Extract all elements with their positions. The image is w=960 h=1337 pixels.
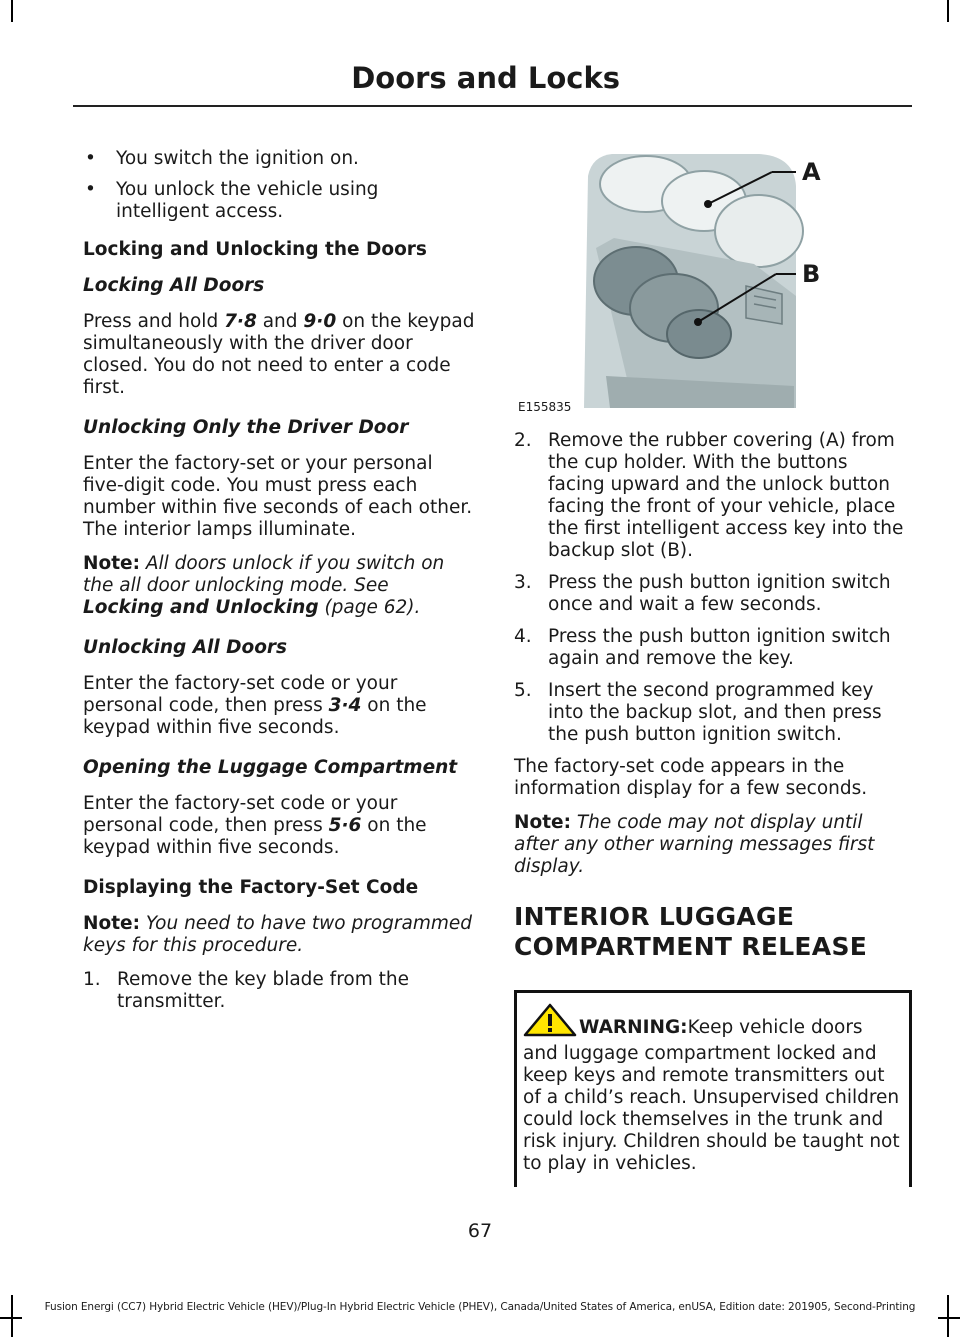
- step-item: 5. Insert the second programmed key into the backup slot, and then press the push button ignition switch.: [514, 680, 882, 745]
- header-divider: [73, 105, 912, 107]
- note-two-keys: Note: You need to have two programmed keys for this procedure.: [83, 913, 473, 956]
- locking-all-text: Press and hold 7·8 and 9·0 on the keypad simultaneously with the driver door closed. You do not need to enter a code first.: [83, 311, 475, 398]
- heading-luggage: Opening the Luggage Compartment: [83, 757, 458, 778]
- bullet-item: • You switch the ignition on.: [85, 148, 359, 169]
- page-title: Doors and Locks: [351, 61, 620, 95]
- crop-mark: [947, 0, 949, 22]
- crop-mark: [11, 0, 13, 22]
- unlock-all-text: Enter the factory-set code or your personal code, then press 3·4 on the keypad within five seconds.: [83, 673, 427, 738]
- note-code-display: Note: The code may not display until after any other warning messages first display.: [514, 812, 875, 877]
- warning-text: Keep vehicle doors and luggage compartment locked and keep keys and remote transmitters out of a child’s reach. Unsupervised children could lock themselves in the trunk and risk injury. Children should be taught not to play in vehicles.: [523, 1017, 900, 1174]
- right-column: [514, 430, 906, 1187]
- step-item: 3. Press the push button ignition switch once and wait a few seconds.: [514, 572, 891, 615]
- cup-holder-illustration: [514, 146, 910, 418]
- note-all-door-mode: Note: All doors unlock if you switch on the all door unlocking mode. See Locking and Unlocking (page 62).: [83, 553, 445, 618]
- code-appears-text: The factory-set code appears in the information display for a few seconds.: [514, 756, 868, 799]
- heading-unlock-all: Unlocking All Doors: [83, 637, 288, 658]
- section-title: INTERIOR LUGGAGE COMPARTMENT RELEASE: [514, 902, 868, 961]
- bullet-icon: •: [85, 179, 96, 200]
- warning-box: [514, 990, 912, 1187]
- label-b: B: [802, 260, 821, 288]
- step-item: 2. Remove the rubber covering (A) from the cup holder. With the buttons facing upward and the unlock button facing the front of your vehicle, place the first intelligent access key into the backup slot (B).: [514, 430, 904, 561]
- bullet-item: • You unlock the vehicle using intelligent access.: [85, 179, 379, 222]
- step-item: 4. Press the push button ignition switch again and remove the key.: [514, 626, 891, 669]
- step-item: 1. Remove the key blade from the transmitter.: [83, 969, 409, 1012]
- page-number: 67: [467, 1220, 493, 1242]
- left-column: [83, 148, 475, 1023]
- luggage-text: Enter the factory-set code or your personal code, then press 5·6 on the keypad within five seconds.: [83, 793, 427, 858]
- warning-triangle-icon: [523, 1003, 577, 1043]
- cup-holder-icon: [514, 146, 910, 418]
- bullet-icon: •: [85, 148, 96, 169]
- heading-locking-all: Locking All Doors: [83, 275, 265, 296]
- heading-lock-unlock: Locking and Unlocking the Doors: [83, 239, 427, 260]
- heading-unlock-driver: Unlocking Only the Driver Door: [83, 417, 409, 438]
- footer-edition: Fusion Energi (CC7) Hybrid Electric Vehicle (HEV)/Plug-In Hybrid Electric Vehicle (PHEV), Canada/United States of America, enUSA, Edition date: 201905, Second-Printing: [44, 1301, 916, 1313]
- cross-reference-link[interactable]: Locking and Unlocking: [83, 597, 319, 618]
- warning-label: WARNING:: [579, 1017, 688, 1038]
- unlock-driver-text: Enter the factory-set or your personal five-digit code. You must press each number within five seconds of each other. The interior lamps illuminate.: [83, 453, 473, 540]
- label-a: A: [802, 158, 821, 186]
- heading-display-code: Displaying the Factory-Set Code: [83, 877, 419, 898]
- figure-code: E155835: [518, 400, 572, 414]
